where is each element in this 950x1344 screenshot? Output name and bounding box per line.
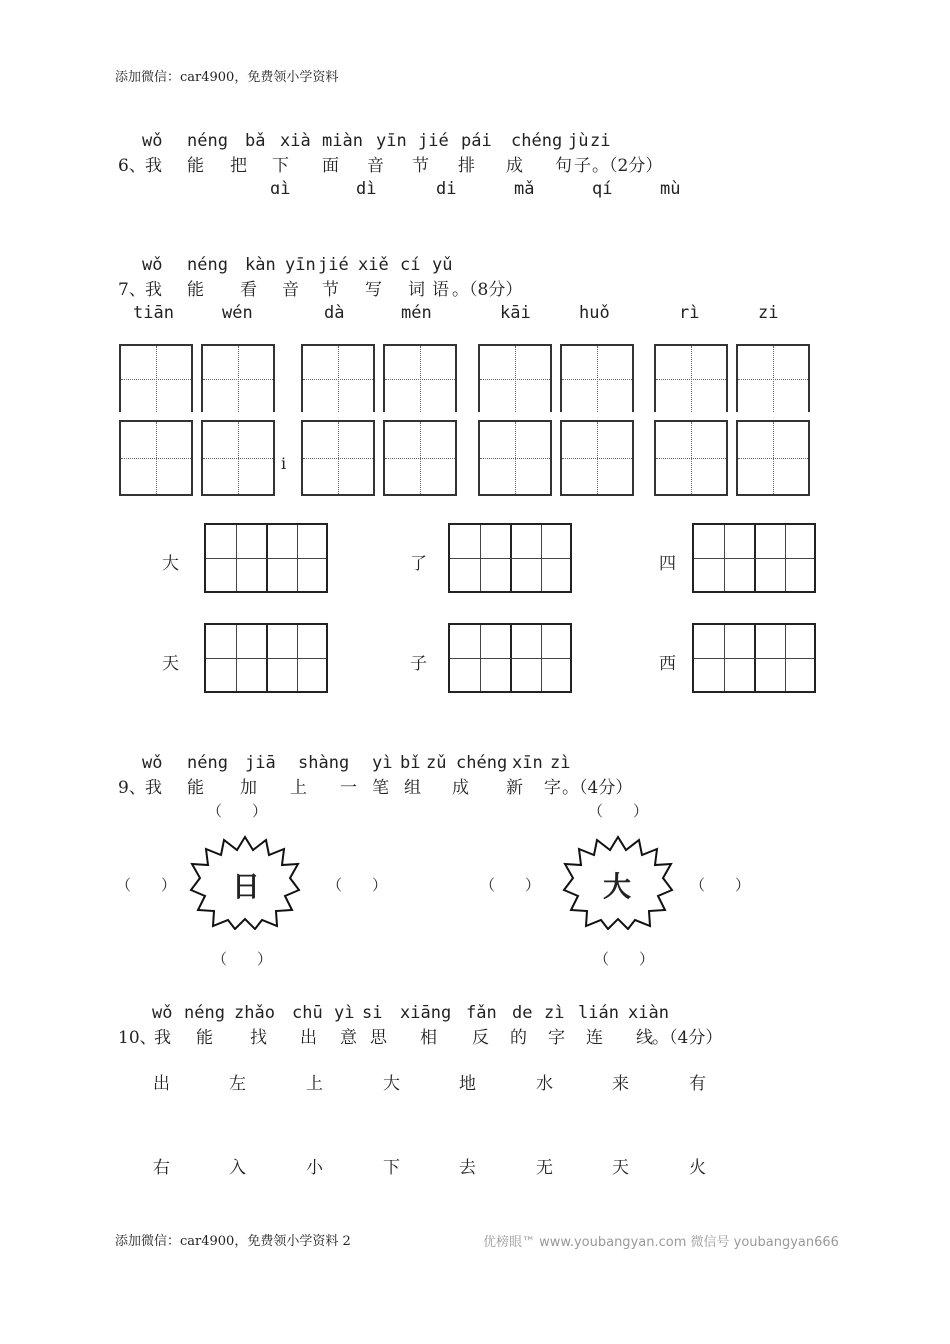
match-character[interactable]: 大 bbox=[383, 1074, 400, 1094]
question-number: 6、 bbox=[118, 156, 146, 176]
page-header-note: 添加微信：car4900，免费领小学资料 bbox=[115, 70, 339, 85]
syllable: mǎ bbox=[514, 179, 535, 199]
q7-char: 节 bbox=[322, 280, 339, 300]
score-note: 。（4分） bbox=[652, 1028, 723, 1048]
writing-grid-cell[interactable] bbox=[560, 420, 634, 496]
q10-pinyin: fǎn bbox=[466, 1003, 497, 1023]
q6-pinyin: wǒ bbox=[142, 131, 163, 151]
answer-blank[interactable]: （ ） bbox=[588, 802, 649, 820]
q7-char: 写 bbox=[365, 280, 382, 300]
word-writing-box[interactable] bbox=[692, 623, 816, 693]
match-character[interactable]: 上 bbox=[306, 1074, 323, 1094]
match-character[interactable]: 地 bbox=[459, 1074, 476, 1094]
q9-pinyin: chéng bbox=[456, 753, 508, 773]
q10-char: 反 bbox=[472, 1028, 489, 1048]
watermark: 优榜眼™ www.youbangyan.com 微信号 youbangyan666 bbox=[483, 1235, 839, 1250]
grid-label: 四 bbox=[659, 554, 676, 574]
q10-pinyin: yì bbox=[334, 1003, 355, 1023]
q6-pinyin: miàn bbox=[322, 131, 363, 151]
q7-pinyin: yǔ bbox=[432, 255, 453, 275]
writing-grid-cell[interactable] bbox=[119, 420, 193, 496]
q9-char: 新 bbox=[506, 778, 523, 798]
writing-grid-cell[interactable] bbox=[736, 420, 810, 496]
answer-blank[interactable]: （ ） bbox=[690, 876, 751, 894]
q7-pinyin: xiě bbox=[358, 255, 389, 275]
grid-label: 大 bbox=[162, 554, 179, 574]
match-character[interactable]: 左 bbox=[229, 1074, 246, 1094]
q10-char: 找 bbox=[250, 1028, 267, 1048]
q10-char: 字 bbox=[548, 1028, 565, 1048]
q10-pinyin: si bbox=[362, 1003, 383, 1023]
q10-pinyin: wǒ bbox=[152, 1003, 173, 1023]
word-pinyin: dà bbox=[324, 303, 345, 323]
answer-blank[interactable]: （ ） bbox=[594, 950, 655, 968]
q7-char: 语 bbox=[432, 280, 449, 300]
writing-grid-cell[interactable] bbox=[201, 344, 275, 412]
syllable: qí bbox=[592, 179, 613, 199]
writing-grid-cell[interactable] bbox=[478, 344, 552, 412]
q10-pinyin: zì bbox=[544, 1003, 565, 1023]
q7-pinyin: yīn bbox=[285, 255, 316, 275]
word-pinyin: mén bbox=[401, 303, 432, 323]
q6-pinyin: néng bbox=[187, 131, 228, 151]
q9-pinyin: wǒ bbox=[142, 753, 163, 773]
q10-pinyin: néng bbox=[184, 1003, 225, 1023]
match-character[interactable]: 火 bbox=[689, 1158, 706, 1178]
match-character[interactable]: 无 bbox=[536, 1158, 553, 1178]
word-writing-box[interactable] bbox=[448, 623, 572, 693]
center-character: 大 bbox=[603, 870, 632, 903]
page-footer-note: 添加微信：car4900，免费领小学资料 2 bbox=[115, 1234, 351, 1249]
q10-pinyin: de bbox=[512, 1003, 533, 1023]
answer-blank[interactable]: （ ） bbox=[207, 802, 268, 820]
q6-char: 子 bbox=[574, 156, 591, 176]
stray-mark: i bbox=[281, 454, 287, 473]
q10-char: 我 bbox=[154, 1028, 171, 1048]
q6-char: 面 bbox=[322, 156, 339, 176]
match-character[interactable]: 水 bbox=[536, 1074, 553, 1094]
match-character[interactable]: 右 bbox=[153, 1158, 170, 1178]
q6-pinyin: zi bbox=[590, 131, 611, 151]
q6-char: 句 bbox=[555, 156, 572, 176]
q9-char: 能 bbox=[187, 778, 204, 798]
q7-pinyin: wǒ bbox=[142, 255, 163, 275]
score-note: 。（8分） bbox=[452, 280, 523, 300]
q10-char: 相 bbox=[420, 1028, 437, 1048]
q7-pinyin: jié bbox=[318, 255, 349, 275]
writing-grid-cell[interactable] bbox=[383, 420, 457, 496]
q10-pinyin: zhǎo bbox=[234, 1003, 275, 1023]
q9-char: 加 bbox=[240, 778, 257, 798]
word-pinyin: huǒ bbox=[579, 303, 610, 323]
q6-pinyin: chéng bbox=[511, 131, 563, 151]
word-writing-box[interactable] bbox=[448, 523, 572, 593]
q9-pinyin: yì bbox=[372, 753, 393, 773]
q10-char: 能 bbox=[196, 1028, 213, 1048]
q7-pinyin: cí bbox=[400, 255, 421, 275]
q6-pinyin: bǎ bbox=[245, 131, 266, 151]
match-character[interactable]: 去 bbox=[459, 1158, 476, 1178]
q9-char: 组 bbox=[404, 778, 421, 798]
q10-char: 线 bbox=[636, 1028, 653, 1048]
q10-pinyin: xiāng bbox=[400, 1003, 452, 1023]
q6-char: 下 bbox=[272, 156, 289, 176]
score-note: 。（4分） bbox=[562, 778, 633, 798]
match-character[interactable]: 天 bbox=[612, 1158, 629, 1178]
grid-label: 天 bbox=[162, 654, 179, 674]
q9-pinyin: jiā bbox=[245, 753, 276, 773]
q6-pinyin: yīn bbox=[376, 131, 407, 151]
writing-grid-cell[interactable] bbox=[383, 344, 457, 412]
q6-char: 能 bbox=[187, 156, 204, 176]
q10-char: 出 bbox=[300, 1028, 317, 1048]
q7-pinyin: kàn bbox=[245, 255, 276, 275]
q9-pinyin: bǐ bbox=[400, 753, 421, 773]
q7-char: 看 bbox=[240, 280, 257, 300]
word-pinyin: zi bbox=[758, 303, 779, 323]
writing-grid-cell[interactable] bbox=[119, 344, 193, 412]
writing-grid-cell[interactable] bbox=[478, 420, 552, 496]
syllable: ɑì bbox=[270, 179, 291, 199]
q7-char: 音 bbox=[282, 280, 299, 300]
q7-char: 能 bbox=[187, 280, 204, 300]
q6-pinyin: jié bbox=[418, 131, 449, 151]
match-character[interactable]: 入 bbox=[229, 1158, 246, 1178]
q6-pinyin: xià bbox=[280, 131, 311, 151]
syllable: mù bbox=[660, 179, 681, 199]
q6-char: 我 bbox=[145, 156, 162, 176]
q6-pinyin: jù bbox=[568, 131, 589, 151]
match-character[interactable]: 来 bbox=[612, 1074, 629, 1094]
q6-char: 节 bbox=[412, 156, 429, 176]
q6-pinyin: pái bbox=[461, 131, 492, 151]
word-pinyin: wén bbox=[222, 303, 253, 323]
q9-char: 一 bbox=[340, 778, 357, 798]
answer-blank[interactable]: （ ） bbox=[116, 876, 177, 894]
q9-pinyin: xīn bbox=[512, 753, 543, 773]
q9-pinyin: zǔ bbox=[426, 753, 447, 773]
q7-char: 词 bbox=[408, 280, 425, 300]
writing-grid-cell[interactable] bbox=[201, 420, 275, 496]
q6-char: 排 bbox=[458, 156, 475, 176]
answer-blank[interactable]: （ ） bbox=[480, 876, 541, 894]
score-note: 。（2分） bbox=[592, 156, 663, 176]
word-writing-box[interactable] bbox=[692, 523, 816, 593]
word-writing-box[interactable] bbox=[204, 623, 328, 693]
syllable: di bbox=[436, 179, 457, 199]
grid-label: 西 bbox=[659, 654, 676, 674]
q6-char: 成 bbox=[506, 156, 523, 176]
answer-blank[interactable]: （ ） bbox=[327, 876, 388, 894]
writing-grid-cell[interactable] bbox=[654, 420, 728, 496]
q6-char: 音 bbox=[367, 156, 384, 176]
question-number: 9、 bbox=[118, 778, 146, 798]
q10-pinyin: lián bbox=[578, 1003, 619, 1023]
word-writing-box[interactable] bbox=[204, 523, 328, 593]
writing-grid-cell[interactable] bbox=[560, 344, 634, 412]
q10-char: 连 bbox=[586, 1028, 603, 1048]
q7-char: 我 bbox=[145, 280, 162, 300]
match-character[interactable]: 有 bbox=[689, 1074, 706, 1094]
writing-grid-cell[interactable] bbox=[301, 420, 375, 496]
grid-label: 子 bbox=[410, 654, 427, 674]
q9-char: 我 bbox=[145, 778, 162, 798]
q9-pinyin: zì bbox=[550, 753, 571, 773]
match-character[interactable]: 出 bbox=[153, 1074, 170, 1094]
q9-char: 成 bbox=[452, 778, 469, 798]
writing-grid-cell[interactable] bbox=[301, 344, 375, 412]
q6-char: 把 bbox=[230, 156, 247, 176]
q9-char: 上 bbox=[290, 778, 307, 798]
q9-pinyin: shàng bbox=[298, 753, 350, 773]
q10-pinyin: xiàn bbox=[628, 1003, 669, 1023]
q10-char: 思 bbox=[370, 1028, 387, 1048]
q9-pinyin: néng bbox=[187, 753, 228, 773]
grid-label: 了 bbox=[410, 554, 427, 574]
word-pinyin: tiān bbox=[133, 303, 174, 323]
answer-blank[interactable]: （ ） bbox=[212, 950, 273, 968]
q10-pinyin: chū bbox=[292, 1003, 323, 1023]
q10-char: 的 bbox=[510, 1028, 527, 1048]
q9-char: 笔 bbox=[372, 778, 389, 798]
syllable: dì bbox=[356, 179, 377, 199]
writing-grid-cell[interactable] bbox=[654, 344, 728, 412]
q9-char: 字 bbox=[544, 778, 561, 798]
match-character[interactable]: 小 bbox=[306, 1158, 323, 1178]
center-character: 日 bbox=[232, 870, 261, 903]
word-pinyin: kāi bbox=[500, 303, 531, 323]
word-pinyin: rì bbox=[679, 303, 700, 323]
writing-grid-cell[interactable] bbox=[736, 344, 810, 412]
q7-pinyin: néng bbox=[187, 255, 228, 275]
q10-char: 意 bbox=[340, 1028, 357, 1048]
question-number: 7、 bbox=[118, 280, 146, 300]
match-character[interactable]: 下 bbox=[383, 1158, 400, 1178]
question-number: 10、 bbox=[118, 1028, 157, 1048]
